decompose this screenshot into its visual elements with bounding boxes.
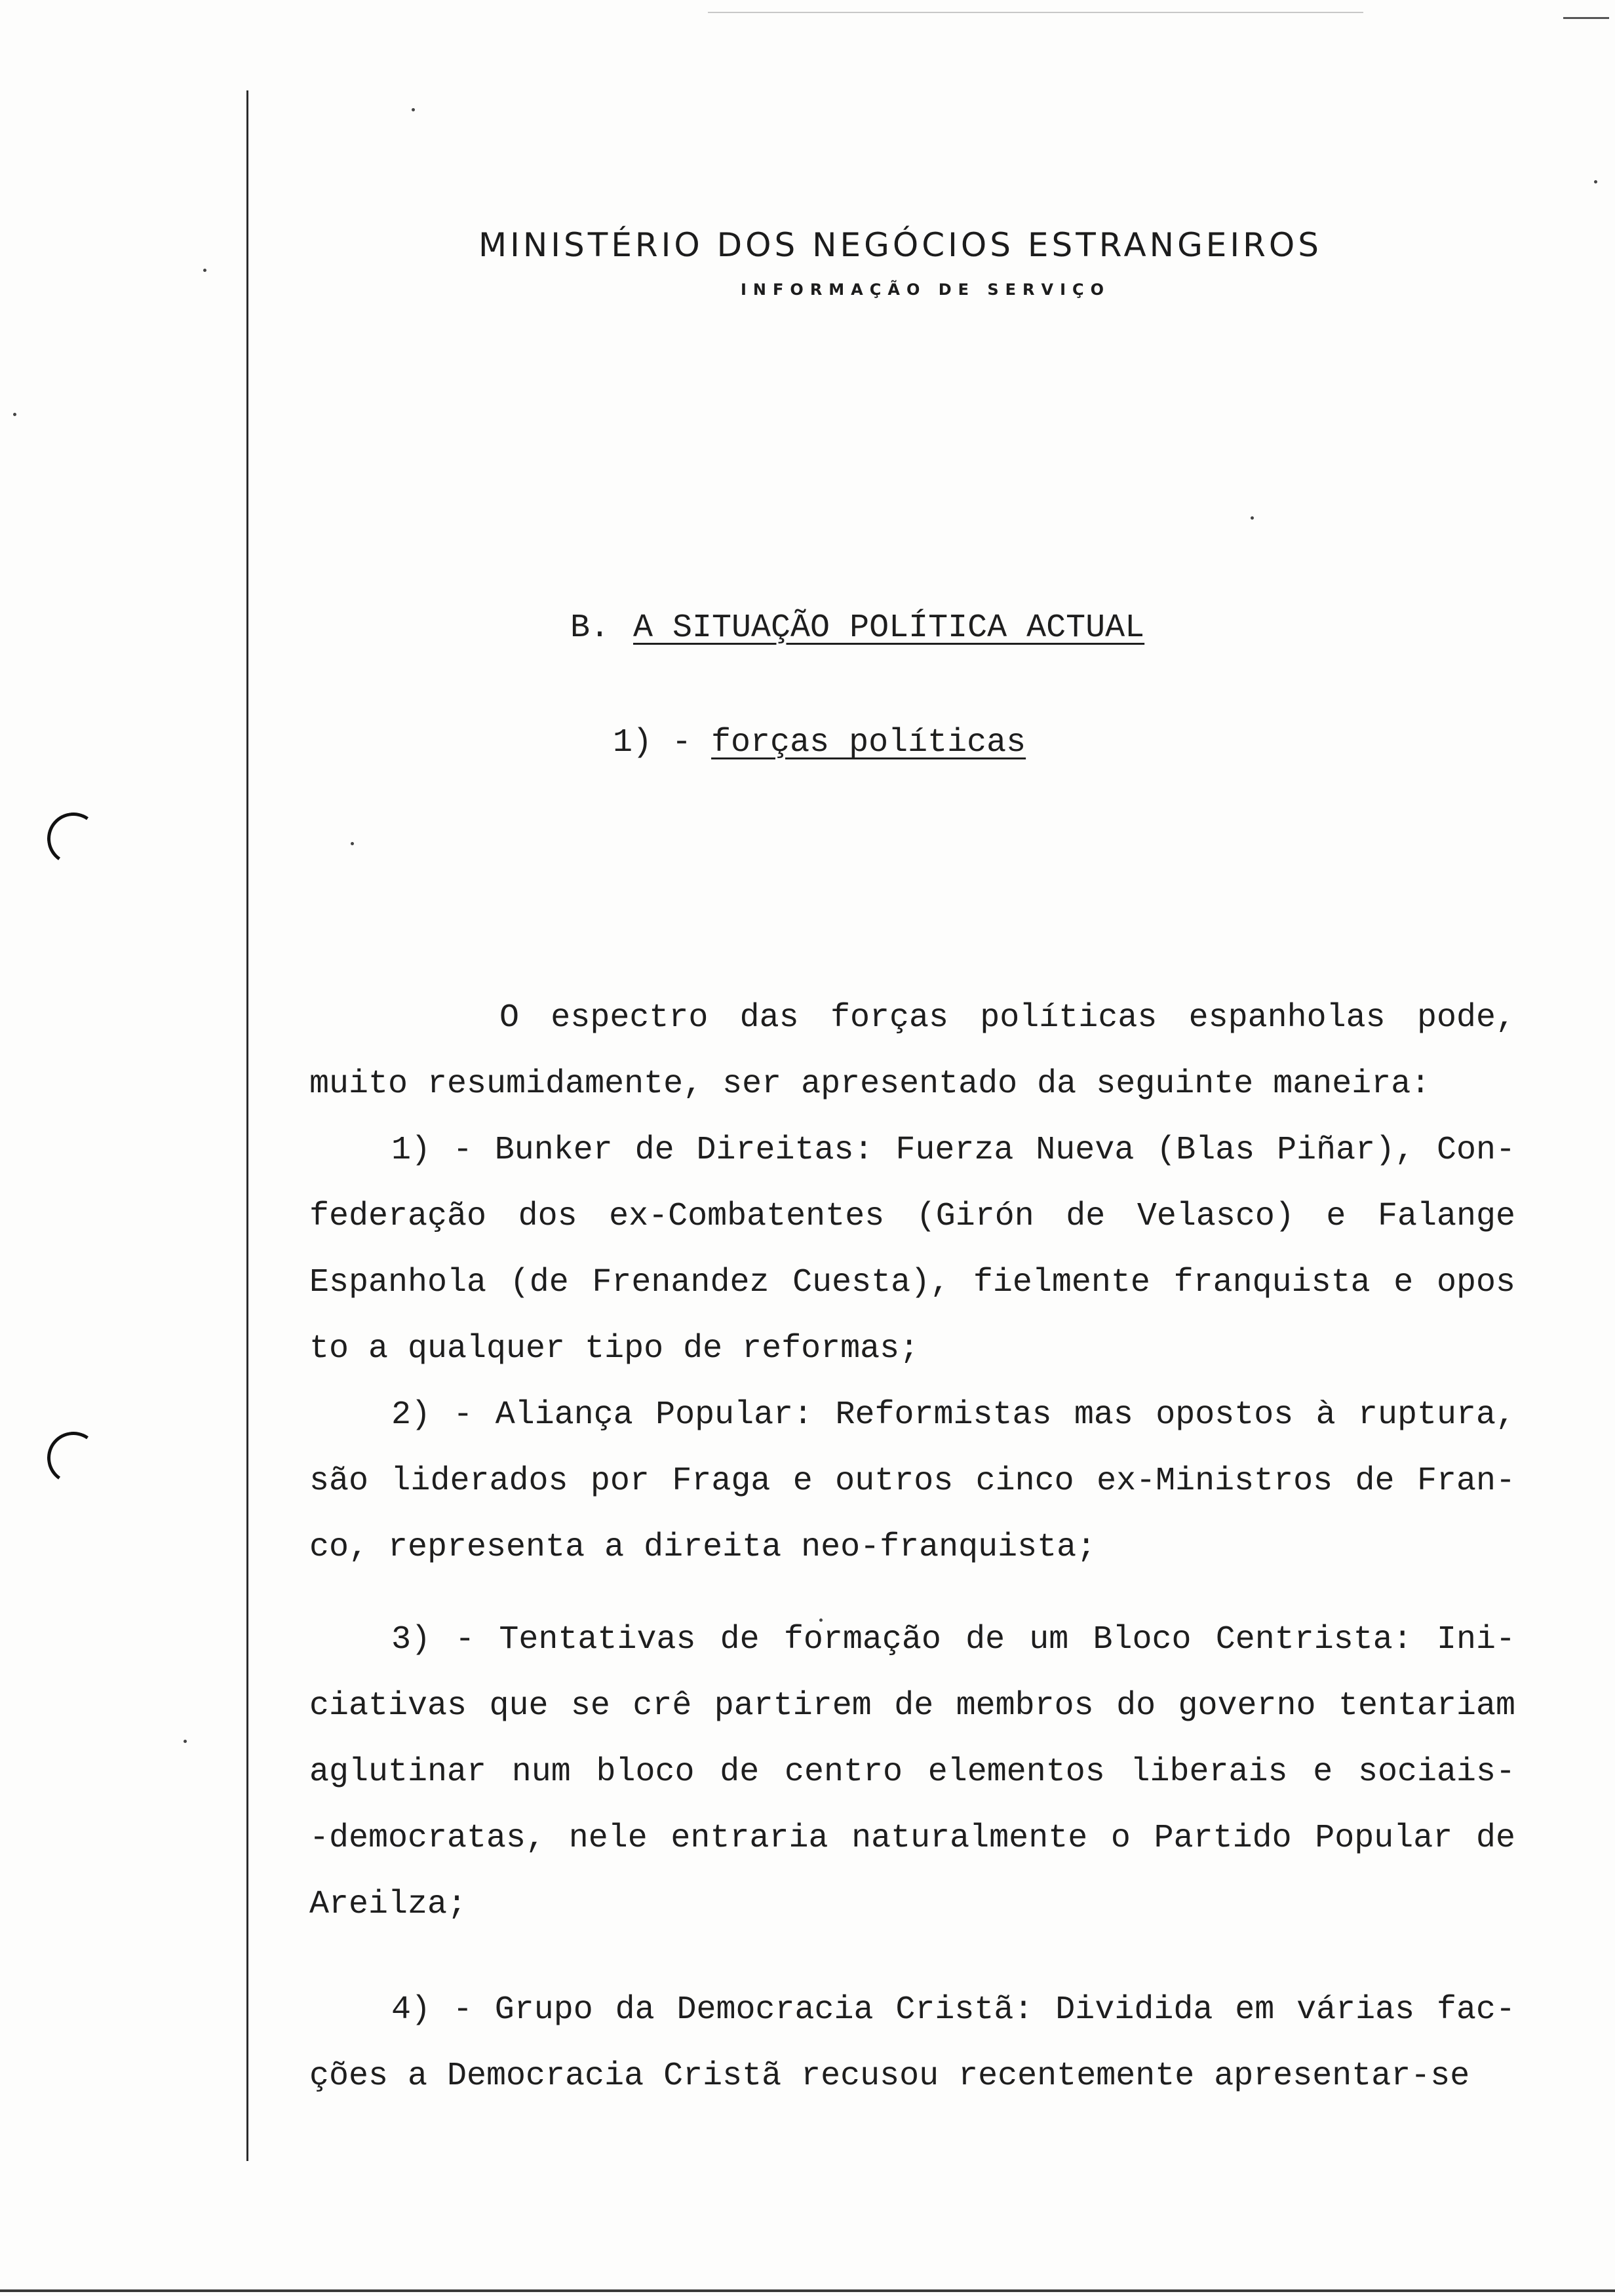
text-line: -democratas, nele entraria naturalmente o Partido Popular de [309,1820,1515,1857]
text-line: federação dos ex-Combatentes (Girón de Velasco) e Falange [309,1198,1515,1235]
text-line: 1) - Bunker de Direitas: Fuerza Nueva (Blas Piñar), Con- [391,1132,1515,1169]
text-line: ciativas que se crê partirem de membros do governo tentariam [309,1687,1515,1725]
text-line: 4) - Grupo da Democracia Cristã: Dividida em várias fac- [391,1991,1515,2029]
paragraph-gap [309,1580,1515,1607]
paragraph-gap [309,1938,1515,1977]
body-text [309,985,1515,2109]
scan-speck [203,269,206,272]
text-line: 2) - Aliança Popular: Reformistas mas opostos à ruptura, [391,1396,1515,1434]
subsection-number: 1) - [613,724,692,761]
scan-speck [1251,516,1254,520]
subsection-title: forças políticas [711,724,1026,761]
text-line: aglutinar num bloco de centro elementos liberais e sociais- [309,1753,1515,1791]
ministry-heading: MINISTÉRIO DOS NEGÓCIOS ESTRANGEIROS [478,226,1322,264]
subsection-heading [613,724,1026,761]
punch-hole-mark [43,809,104,870]
punch-hole-mark [43,1428,104,1489]
text-line: muito resumidamente, ser apresentado da seguinte maneira: [309,1065,1431,1103]
text-line: co, representa a direita neo-franquista; [309,1529,1097,1566]
section-heading [570,609,1144,647]
text-line: Areilza; [309,1886,467,1923]
scan-speck [351,842,354,845]
margin-rule [246,90,248,2161]
text-line: ções a Democracia Cristã recusou recentemente apresentar-se [309,2057,1470,2095]
scan-speck [412,108,415,111]
scan-top-edge [708,12,1363,13]
scan-speck [13,413,16,416]
section-title: A SITUAÇÃO POLÍTICA ACTUAL [633,609,1145,647]
scan-bottom-edge [0,2289,1615,2292]
text-line: Espanhola (de Frenandez Cuesta), fielmente franquista e opos [309,1264,1515,1301]
section-letter: B. [570,609,610,647]
text-line: são liderados por Fraga e outros cinco ex-Ministros de Fran- [309,1463,1515,1500]
service-info-subtitle: INFORMAÇÃO DE SERVIÇO [741,280,1111,299]
scan-speck [1594,180,1597,183]
scan-speck [184,1740,187,1743]
text-line: to a qualquer tipo de reformas; [309,1330,920,1368]
text-line: 3) - Tentativas de formação de um Bloco Centrista: Ini- [391,1621,1515,1658]
text-line: O espectro das forças políticas espanholas pode, [499,999,1515,1037]
scan-corner-mark [1563,17,1609,19]
